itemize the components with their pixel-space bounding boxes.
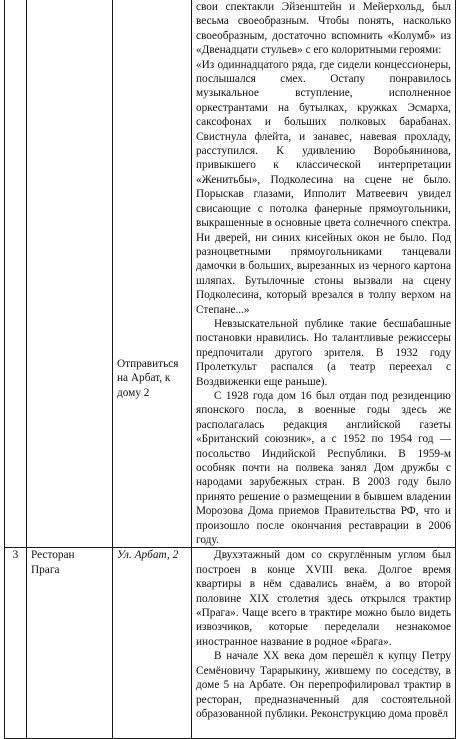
routes-table (4, 0, 456, 739)
row-number-cell (5, 0, 27, 548)
paragraph: С 1928 года дом 16 был отдан под резиденцию японского посла, в военные годы здесь же располагалась редакция английской газеты «Британский союзник», а с 1952 по 1954 год — посольство Индийской Республики. В 1959-м особняк почти на полвека занял Дом дружбы с народами зарубежных стран. В 2003 году было принято решение о размещении в бывшем владении Морозова Дома приемов Правительства РФ, что и произошло после окончания реставрации в 2006 году. (196, 389, 451, 547)
paragraph: Двухэтажный дом со скруглённым углом был построен в конце XVIII века. Долгое время квартиры в нём сдавались внаём, а во второй половине XIX столетия здесь открылся трактир «Прага». Чаще всего в трактире можно было видеть извозчиков, которые переделали незнакомое иностранное название в родное «Брага». (196, 549, 451, 648)
place-name-cell (27, 548, 113, 739)
table-row (5, 0, 456, 548)
description-cell (192, 0, 456, 548)
paragraph: свои спектакли Эйзенштейн и Мейерхольд, был весьма своеобразным. Чтобы понять, насколько своеобразным, достаточно вспомнить «Колумб» из «Двенадцати стульев» с его колоритными героями: (196, 1, 451, 57)
place-name-cell (27, 0, 113, 548)
place-name-line: Ресторан (31, 549, 75, 562)
row-number: 3 (5, 548, 27, 739)
paragraph: Невзыскательной публике такие бесшабашные постановки нравились. Но талантливые режиссеры предпочитали другого зрителя. В 1932 году Пролеткульт распался (а театр переехал с Воздвиженки еще раньше). (196, 317, 451, 388)
address-cell (113, 0, 192, 548)
quote-paragraph: «Из одиннадцатого ряда, где сидели концессионеры, послышался смех. Остапу понравилось музыкальное вступление, исполненное оркестрантами на бутылках, кружках Эсмарха, саксофонах и больших полковых барабанах. Свистнула флейта, и занавес, навевая прохладу, расступился. К удивлению Воробьянинова, привыкшего к классической интерпретации «Женитьбы», Подколесина на сцене не было. Порыскав глазами, Ипполит Матвеевич увидел свисающие с потолка фанерные прямоугольники, выкрашенные в основные цвета солнечного спектра. Ни дверей, ни синих кисейных окон не было. Под разноцветными прямоугольниками танцевали дамочки в больших, вырезанных из черного картона шляпах. Бутылочные стоны вызвали на сцену Подколесина, который врезался в толпу верхом на Степане...» (196, 58, 451, 316)
place-name-line: Прага (31, 563, 60, 576)
paragraph: В начале XX века дом перешёл к купцу Петру Семёновичу Тарарыкину, жившему по соседству, в доме 5 на Арбате. Он перепрофилировал трактир в ресторан, предназначенный для состоятельной образованной публики. Реконструкцию дома провёл (196, 650, 451, 720)
address-text: Отправиться на Арбат, к дому 2 (117, 358, 179, 399)
address-text: Ул. Арбат, 2 (113, 548, 192, 739)
table-row (5, 548, 456, 739)
description-cell (192, 548, 456, 739)
